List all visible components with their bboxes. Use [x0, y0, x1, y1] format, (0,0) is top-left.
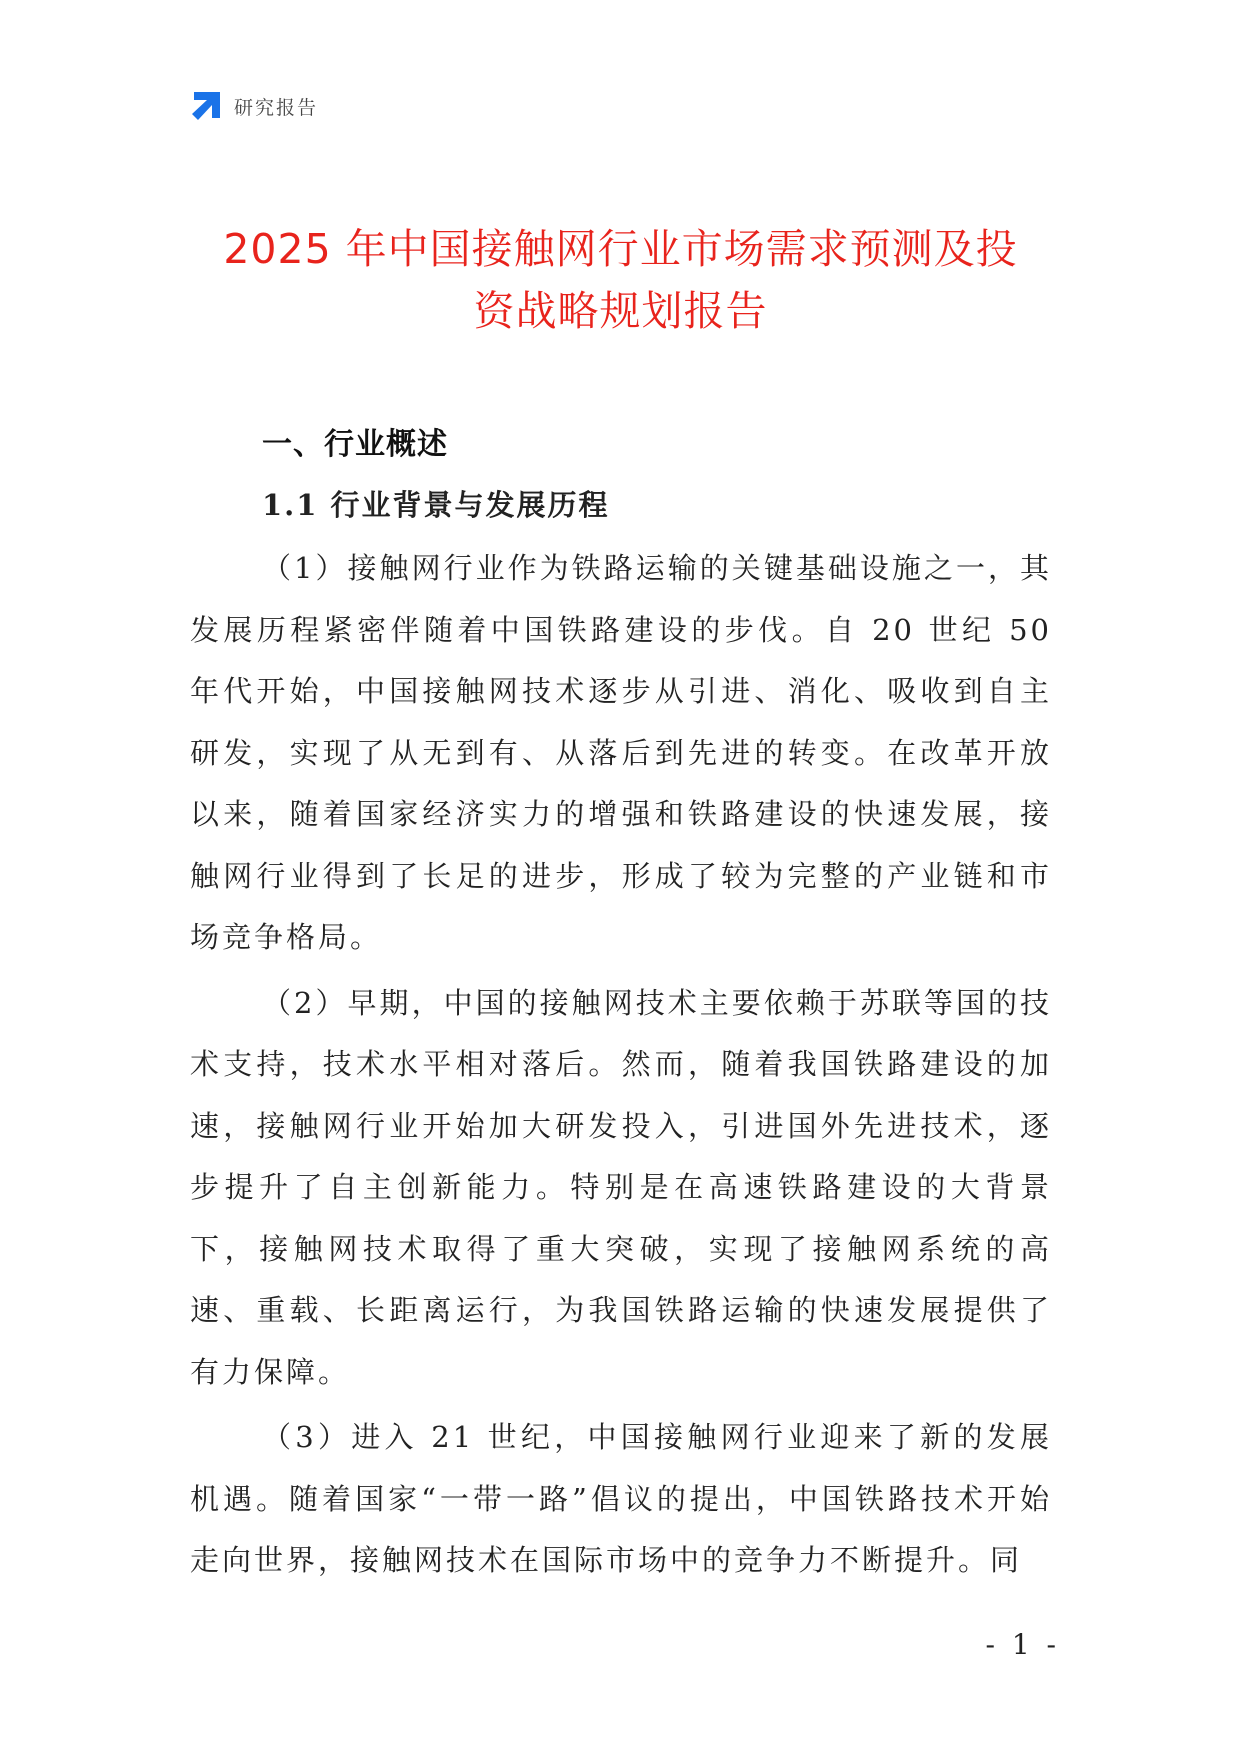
document-body: [190, 418, 1052, 1592]
header-label: 研究报告: [234, 96, 319, 119]
section-heading: 一、行业概述: [262, 427, 448, 462]
paragraph-2: （2）早期，中国的接触网技术主要依赖于苏联等国的技术支持，技术水平相对落后。然而，随着我国铁路建设的加速，接触网行业开始加大研发投入，引进国外先进技术，逐步提升了自主创新能力。特别是在高速铁路建设的大背景下，接触网技术取得了重大突破，实现了接触网系统的高速、重载、长距离运行，为我国铁路运输的快速发展提供了有力保障。: [190, 985, 1052, 1389]
subsection-heading: 1.1 行业背景与发展历程: [262, 488, 610, 522]
title-line-2: 资战略规划报告: [473, 287, 768, 335]
paragraph-1: （1）接触网行业作为铁路运输的关键基础设施之一，其发展历程紧密伴随着中国铁路建设的步伐。自 20 世纪 50 年代开始，中国接触网技术逐步从引进、消化、吸收到自主研发，实现了从无到有、从落后到先进的转变。在改革开放以来，随着国家经济实力的增强和铁路建设的快速发展，接触网行业得到了长足的进步，形成了较为完整的产业链和市场竞争格局。: [190, 551, 1052, 954]
title-line-1: 2025 年中国接触网行业市场需求预测及投: [223, 225, 1018, 273]
paragraph-3: （3）进入 21 世纪，中国接触网行业迎来了新的发展机遇。随着国家“一带一路”倡议的提出，中国铁路技术开始走向世界，接触网技术在国际市场中的竞争力不断提升。同: [190, 1420, 1052, 1577]
arrow-up-right-icon: [190, 90, 222, 122]
report-header: [190, 88, 318, 124]
page-number: - 1 -: [985, 1628, 1060, 1661]
document-title: [150, 218, 1091, 342]
